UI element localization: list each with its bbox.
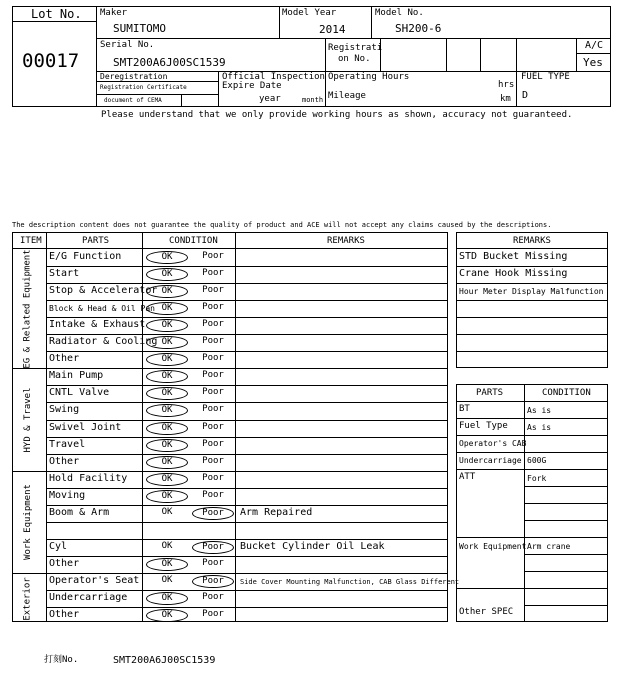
poor-option: Poor — [202, 387, 224, 397]
ok-circled: OK — [146, 336, 188, 349]
part-name: Hold Facility — [49, 473, 128, 484]
registration-label-2: on No. — [338, 54, 371, 64]
serial-label: Serial No. — [100, 40, 155, 50]
spec-undercarriage-label: Undercarriage — [459, 456, 522, 465]
ok-circled: OK — [146, 302, 188, 315]
ok-circled: OK — [146, 319, 188, 332]
part-name: Cyl — [49, 541, 68, 552]
ac-value: Yes — [583, 56, 603, 69]
ok-circled: OK — [146, 439, 188, 452]
col-remarks-header: REMARKS — [327, 236, 365, 246]
remark-text: Bucket Cylinder Oil Leak — [240, 541, 385, 552]
stamp-label: 打刻No. — [44, 655, 79, 665]
inspection-label: Official Inspection — [222, 72, 325, 82]
poor-option: Poor — [202, 473, 224, 483]
spec-undercarriage-value: 600G — [527, 456, 547, 465]
year-label: year — [259, 94, 281, 104]
part-name: Intake & Exhaust — [49, 319, 146, 330]
part-name: Swing — [49, 404, 80, 415]
ok-circled: OK — [146, 456, 188, 469]
spec-bt-label: BT — [459, 404, 470, 414]
ok-circled: OK — [146, 387, 188, 400]
poor-option: Poor — [202, 251, 224, 261]
poor-option: Poor — [202, 302, 224, 312]
spec-att-value: Fork — [527, 474, 547, 483]
part-name: Start — [49, 268, 80, 279]
poor-option: Poor — [202, 558, 224, 568]
disclaimer-text: The description content does not guarantee the quality of product and ACE will not accept any claims caused by the descriptions. — [12, 221, 552, 229]
part-name: Swivel Joint — [49, 422, 122, 433]
ok-circled: OK — [146, 353, 188, 366]
hours-notice: Please understand that we only provide working hours as shown, accuracy not guaranteed. — [101, 110, 573, 120]
maker-value: SUMITOMO — [113, 22, 166, 35]
part-name: Other — [49, 353, 80, 364]
col-parts-header: PARTS — [82, 236, 110, 246]
remarks-panel-item: Hour Meter Display Malfunction — [459, 287, 604, 296]
remark-text: Side Cover Mounting Malfunction, CAB Glass Different — [240, 578, 460, 586]
remark-text: Arm Repaired — [240, 507, 313, 518]
poor-option: Poor — [202, 404, 224, 414]
poor-option: Poor — [202, 268, 224, 278]
part-name: Other — [49, 456, 80, 467]
inspection-label-2: Expire Date — [222, 81, 282, 91]
col-condition-header: CONDITION — [169, 236, 218, 246]
part-name: Moving — [49, 490, 86, 501]
remarks-panel-title: REMARKS — [513, 236, 551, 246]
ok-circled: OK — [146, 404, 188, 417]
ok-circled: OK — [146, 558, 188, 571]
operating-hours-label: Operating Hours — [328, 72, 410, 82]
group-label: HYD & Travel — [23, 386, 34, 453]
poor-option: Poor — [202, 336, 224, 346]
part-name: Boom & Arm — [49, 507, 110, 518]
part-name: E/G Function — [49, 251, 122, 262]
spec-col-parts: PARTS — [476, 388, 504, 398]
poor-option: Poor — [202, 422, 224, 432]
fuel-type-value: D — [522, 90, 529, 101]
deregistration-label: Deregistration — [100, 72, 168, 81]
poor-option: Poor — [202, 370, 224, 380]
ok-circled: OK — [146, 251, 188, 264]
ok-circled: OK — [146, 285, 188, 298]
lot-label: Lot No. — [31, 7, 82, 21]
ok-circled: OK — [146, 268, 188, 281]
spec-work-label: Work Equipment — [459, 542, 527, 551]
cema-label: document of CEMA — [104, 97, 162, 104]
model-year-value: 2014 — [319, 23, 346, 36]
ok-option: OK — [161, 541, 173, 551]
poor-option: Poor — [202, 609, 224, 619]
km-label: km — [500, 94, 511, 104]
poor-option: Poor — [202, 456, 224, 466]
group-label: Work Equipment — [23, 483, 34, 560]
poor-option: Poor — [202, 353, 224, 363]
poor-option: Poor — [202, 319, 224, 329]
part-name: Operator's Seat — [49, 575, 140, 586]
spec-fuel-label: Fuel Type — [459, 421, 508, 431]
part-name: Main Pump — [49, 370, 104, 381]
poor-option: Poor — [202, 490, 224, 500]
poor-option: Poor — [202, 285, 224, 295]
spec-cab-label: Operator's CAB — [459, 439, 527, 448]
group-label: EG & Related Equipment — [23, 249, 33, 369]
fuel-type-label: FUEL TYPE — [521, 72, 570, 82]
col-item-header: ITEM — [20, 236, 42, 246]
part-name: CNTL Valve — [49, 387, 110, 398]
ac-label: A/C — [585, 40, 604, 51]
model-year-label: Model Year — [282, 8, 337, 18]
maker-label: Maker — [100, 8, 128, 18]
poor-circled: Poor — [192, 507, 234, 520]
part-name: Stop & Accelerator — [49, 285, 158, 296]
ok-option: OK — [161, 507, 173, 517]
part-name: Radiator & Cooling — [49, 336, 158, 347]
month-label: month — [302, 96, 324, 104]
poor-circled: Poor — [192, 575, 234, 588]
spec-fuel-value: As is — [527, 423, 552, 432]
mileage-label: Mileage — [328, 91, 366, 101]
registration-certificate-label: Registration Certificate — [100, 84, 187, 91]
registration-label: Registrati — [328, 43, 383, 53]
poor-option: Poor — [202, 439, 224, 449]
ok-circled: OK — [146, 609, 188, 622]
ok-circled: OK — [146, 473, 188, 486]
remarks-panel-item: Crane Hook Missing — [459, 268, 568, 279]
part-name: Other — [49, 609, 80, 620]
ok-circled: OK — [146, 422, 188, 435]
part-name: Undercarriage — [49, 592, 128, 603]
lot-number: 00017 — [22, 50, 80, 72]
stamp-value: SMT200A6J00SC1539 — [113, 655, 216, 666]
hrs-label: hrs — [498, 80, 515, 90]
poor-circled: Poor — [192, 541, 234, 554]
spec-other-label: Other SPEC — [459, 607, 514, 617]
remarks-panel-item: STD Bucket Missing — [459, 251, 568, 262]
group-label: Exterior — [22, 576, 33, 621]
part-name: Block & Head & Oil Pan — [49, 304, 155, 313]
spec-att-label: ATT — [459, 472, 476, 482]
part-name: Travel — [49, 439, 86, 450]
serial-value: SMT200A6J00SC1539 — [113, 56, 226, 69]
spec-col-condition: CONDITION — [542, 388, 591, 398]
poor-option: Poor — [202, 592, 224, 602]
ok-option: OK — [161, 575, 173, 585]
ok-circled: OK — [146, 370, 188, 383]
part-name: Other — [49, 558, 80, 569]
model-no-value: SH200-6 — [395, 22, 442, 35]
ok-circled: OK — [146, 490, 188, 503]
spec-bt-value: As is — [527, 406, 552, 415]
ok-circled: OK — [146, 592, 188, 605]
model-no-label: Model No. — [375, 8, 424, 18]
spec-work-value: Arm crane — [527, 542, 571, 551]
